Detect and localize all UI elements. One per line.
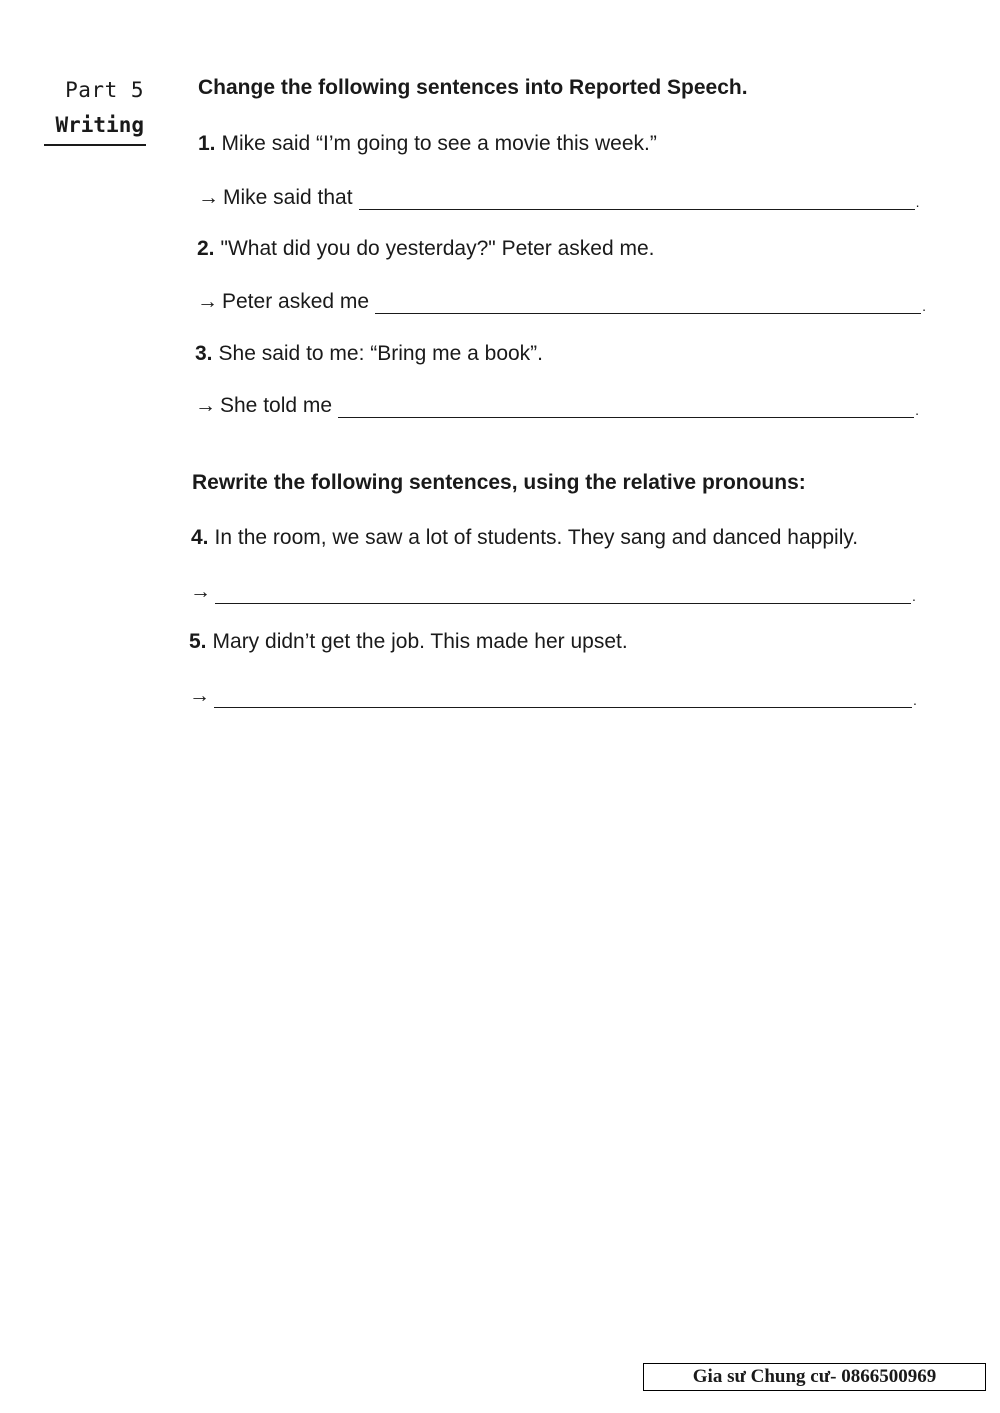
answer-prefix: Mike said that [223, 186, 353, 209]
answer-period: . [915, 194, 920, 210]
footer-contact: Gia sư Chung cư- 0866500969 [643, 1363, 986, 1391]
answer-period: . [913, 692, 917, 708]
question-text: Mary didn’t get the job. This made her upset. [212, 630, 628, 653]
question-2 [197, 237, 654, 261]
question-text: Mike said “I’m going to see a movie this week.” [221, 132, 657, 155]
question-4 [191, 526, 858, 550]
question-text: She said to me: “Bring me a book”. [218, 342, 544, 365]
arrow-icon: → [197, 290, 218, 313]
question-text: "What did you do yesterday?" Peter asked me. [220, 237, 655, 260]
answer-period: . [912, 588, 916, 604]
answer-2 [197, 290, 926, 314]
answer-3 [195, 394, 919, 418]
question-1 [198, 132, 657, 156]
answer-blank[interactable] [338, 416, 914, 418]
answer-period: . [915, 402, 919, 418]
section-underline [44, 144, 146, 146]
question-number: 1. [198, 132, 216, 155]
answer-5 [189, 684, 917, 708]
answer-1 [198, 186, 919, 210]
answer-blank[interactable] [375, 312, 921, 314]
answer-blank[interactable] [215, 602, 911, 604]
reported-speech-heading: Change the following sentences into Reported Speech. [198, 76, 748, 99]
question-text: In the room, we saw a lot of students. They sang and danced happily. [214, 526, 859, 549]
answer-blank[interactable] [214, 706, 912, 708]
part-label: Part 5 [65, 78, 144, 102]
relative-pronouns-heading: Rewrite the following sentences, using the relative pronouns: [192, 471, 806, 494]
question-3 [195, 342, 543, 366]
question-number: 4. [191, 526, 209, 549]
answer-prefix: She told me [220, 394, 333, 417]
arrow-icon: → [195, 394, 216, 417]
section-label: Writing [55, 113, 144, 137]
answer-4 [190, 580, 916, 604]
question-5 [189, 630, 628, 654]
question-number: 5. [189, 630, 207, 653]
answer-period: . [922, 298, 926, 314]
arrow-icon: → [198, 186, 219, 209]
question-number: 3. [195, 342, 213, 365]
arrow-icon: → [190, 580, 211, 603]
answer-prefix: Peter asked me [222, 290, 370, 313]
question-number: 2. [197, 237, 215, 260]
arrow-icon: → [189, 684, 210, 707]
answer-blank[interactable] [359, 208, 915, 210]
